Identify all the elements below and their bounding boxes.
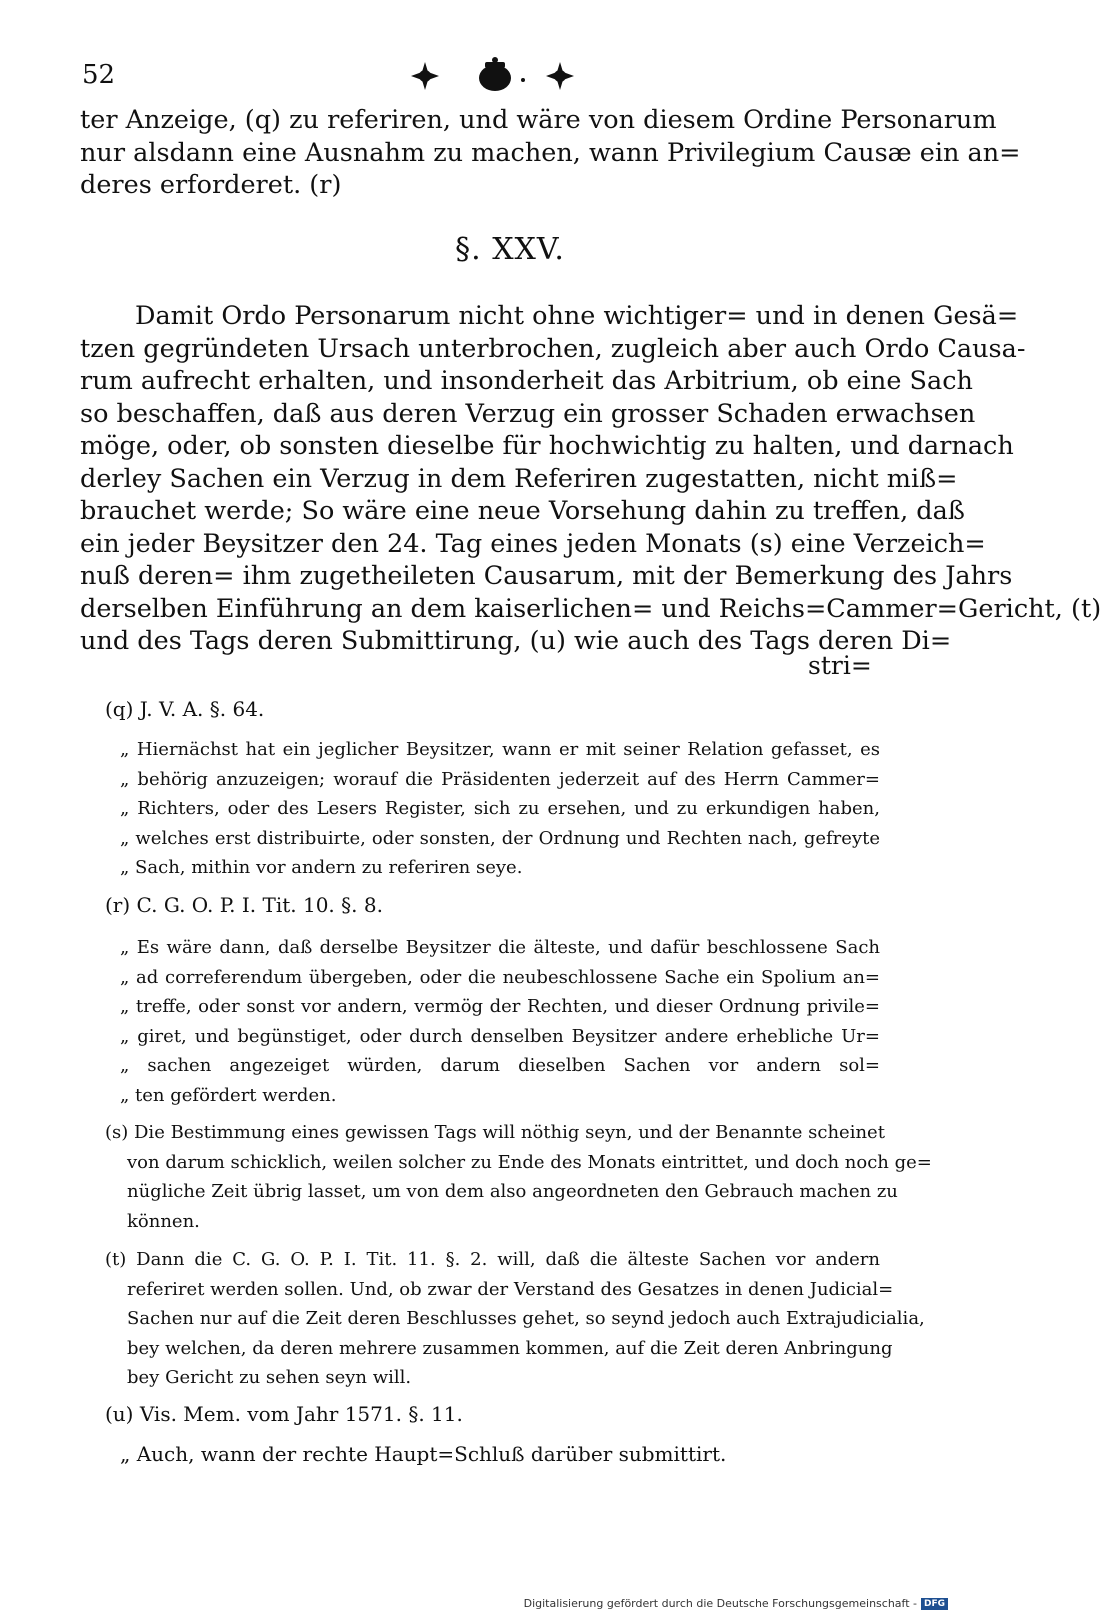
quote-line: „ ad correferendum übergeben, oder die neubeschlossene Sache ein Spolium an= (120, 966, 880, 988)
digitization-footer (524, 1597, 948, 1610)
footnote-q-quote (120, 735, 880, 883)
text-line: ter Anzeige, (q) zu referiren, und wäre von diesem Ordine Personarum (80, 105, 997, 135)
quote-line: „ Hiernächst hat ein jeglicher Beysitzer, wann er mit seiner Relation gefasset, es (120, 739, 880, 760)
text-line: rum aufrecht erhalten, und insonderheit das Arbitrium, ob eine Sach (80, 366, 973, 396)
note-line: Sachen nur auf die Zeit deren Beschlusses gehet, so seynd jedoch auch Extrajudicialia, (127, 1308, 925, 1329)
text-line: nuß deren= ihm zugetheileten Causarum, mit der Bemerkung des Jahrs (80, 561, 1013, 591)
quote-line: „ behörig anzuzeigen; worauf die Präsidenten jederzeit auf des Herrn Cammer= (120, 768, 880, 790)
text-line: tzen gegründeten Ursach unterbrochen, zugleich aber auch Ordo Causa- (80, 333, 1026, 364)
top-continuation-text (80, 104, 1021, 202)
quote-line: „ welches erst distribuirte, oder sonsten, der Ordnung und Rechten nach, gefreyte (120, 827, 880, 849)
text-line: derselben Einführung an dem kaiserlichen= und Reichs=Cammer=Gericht, (t) (80, 593, 1101, 624)
footnote-u-quote (120, 1440, 880, 1470)
note-line: bey Gericht zu sehen seyn will. (127, 1367, 412, 1388)
footnote-u-label: (u) Vis. Mem. vom Jahr 1571. §. 11. (105, 1402, 463, 1426)
footnote-r-label: (r) C. G. O. P. I. Tit. 10. §. 8. (105, 893, 383, 917)
section-body (80, 300, 1101, 658)
quote-line: „ treffe, oder sonst vor andern, vermög der Rechten, und dieser Ordnung privile= (120, 996, 880, 1017)
text-line: ein jeder Beysitzer den 24. Tag eines jeden Monats (s) eine Verzeich= (80, 528, 986, 559)
quote-line: „ ten gefördert werden. (120, 1084, 337, 1106)
text-line: derley Sachen ein Verzug in dem Referiren zugestatten, nicht miß= (80, 463, 958, 494)
note-line: von darum schicklich, weilen solcher zu Ende des Monats eintrittet, und doch noch ge= (127, 1151, 932, 1173)
footnote-s (105, 1118, 932, 1236)
section-heading: §. XXV. (455, 232, 565, 267)
quote-line: „ Richters, oder des Lesers Register, sich zu ersehen, und zu erkundigen haben, (120, 798, 880, 819)
quote-line: „ sachen angezeiget würden, darum dieselben Sachen vor andern sol= (120, 1055, 880, 1076)
quote-line: „ giret, und begünstiget, oder durch denselben Beysitzer andere erhebliche Ur= (120, 1025, 880, 1047)
text-line: nur alsdann eine Ausnahm zu machen, wann Privilegium Causæ ein an= (80, 137, 1021, 168)
text-line: so beschaffen, daß aus deren Verzug ein grosser Schaden erwachsen (80, 398, 976, 429)
note-line: nügliche Zeit übrig lasset, um von dem also angeordneten den Gebrauch machen zu (127, 1181, 898, 1202)
page-number: 52 (82, 60, 116, 90)
quote-line: „ Sach, mithin vor andern zu referiren seye. (120, 857, 523, 878)
note-line: (t) Dann die C. G. O. P. I. Tit. 11. §. 2. will, daß die älteste Sachen vor andern (105, 1249, 880, 1270)
footnote-r-quote (120, 933, 880, 1110)
catchword: stri= (808, 651, 872, 680)
text-line: deres erforderet. (r) (80, 170, 342, 200)
dfg-logo: DFG (921, 1598, 948, 1610)
quote-line: „ Auch, wann der rechte Haupt=Schluß darüber submittirt. (120, 1442, 727, 1466)
quote-line: „ Es wäre dann, daß derselbe Beysitzer die älteste, und dafür beschlossene Sach (120, 937, 880, 958)
text-line: möge, oder, ob sonsten dieselbe für hochwichtig zu halten, und darnach (80, 431, 1014, 461)
note-line: können. (127, 1210, 200, 1232)
footnote-t (105, 1245, 925, 1393)
note-line: bey welchen, da deren mehrere zusammen kommen, auf die Zeit deren Anbringung (127, 1337, 893, 1359)
note-line: (s) Die Bestimmung eines gewissen Tags will nöthig seyn, und der Benannte scheinet (105, 1122, 885, 1143)
crown-ornament-icon (405, 56, 585, 96)
text-line: Damit Ordo Personarum nicht ohne wichtiger= und in denen Gesä= (135, 301, 1019, 331)
text-line: und des Tags deren Submittirung, (u) wie auch des Tags deren Di= (80, 626, 952, 656)
text-line: brauchet werde; So wäre eine neue Vorsehung dahin zu treffen, daß (80, 496, 965, 526)
note-line: referiret werden sollen. Und, ob zwar der Verstand des Gesatzes in denen Judicial= (127, 1278, 894, 1300)
footer-text: Digitalisierung gefördert durch die Deutsche Forschungsgemeinschaft - (523, 1597, 917, 1610)
footnote-q-label: (q) J. V. A. §. 64. (105, 697, 265, 721)
